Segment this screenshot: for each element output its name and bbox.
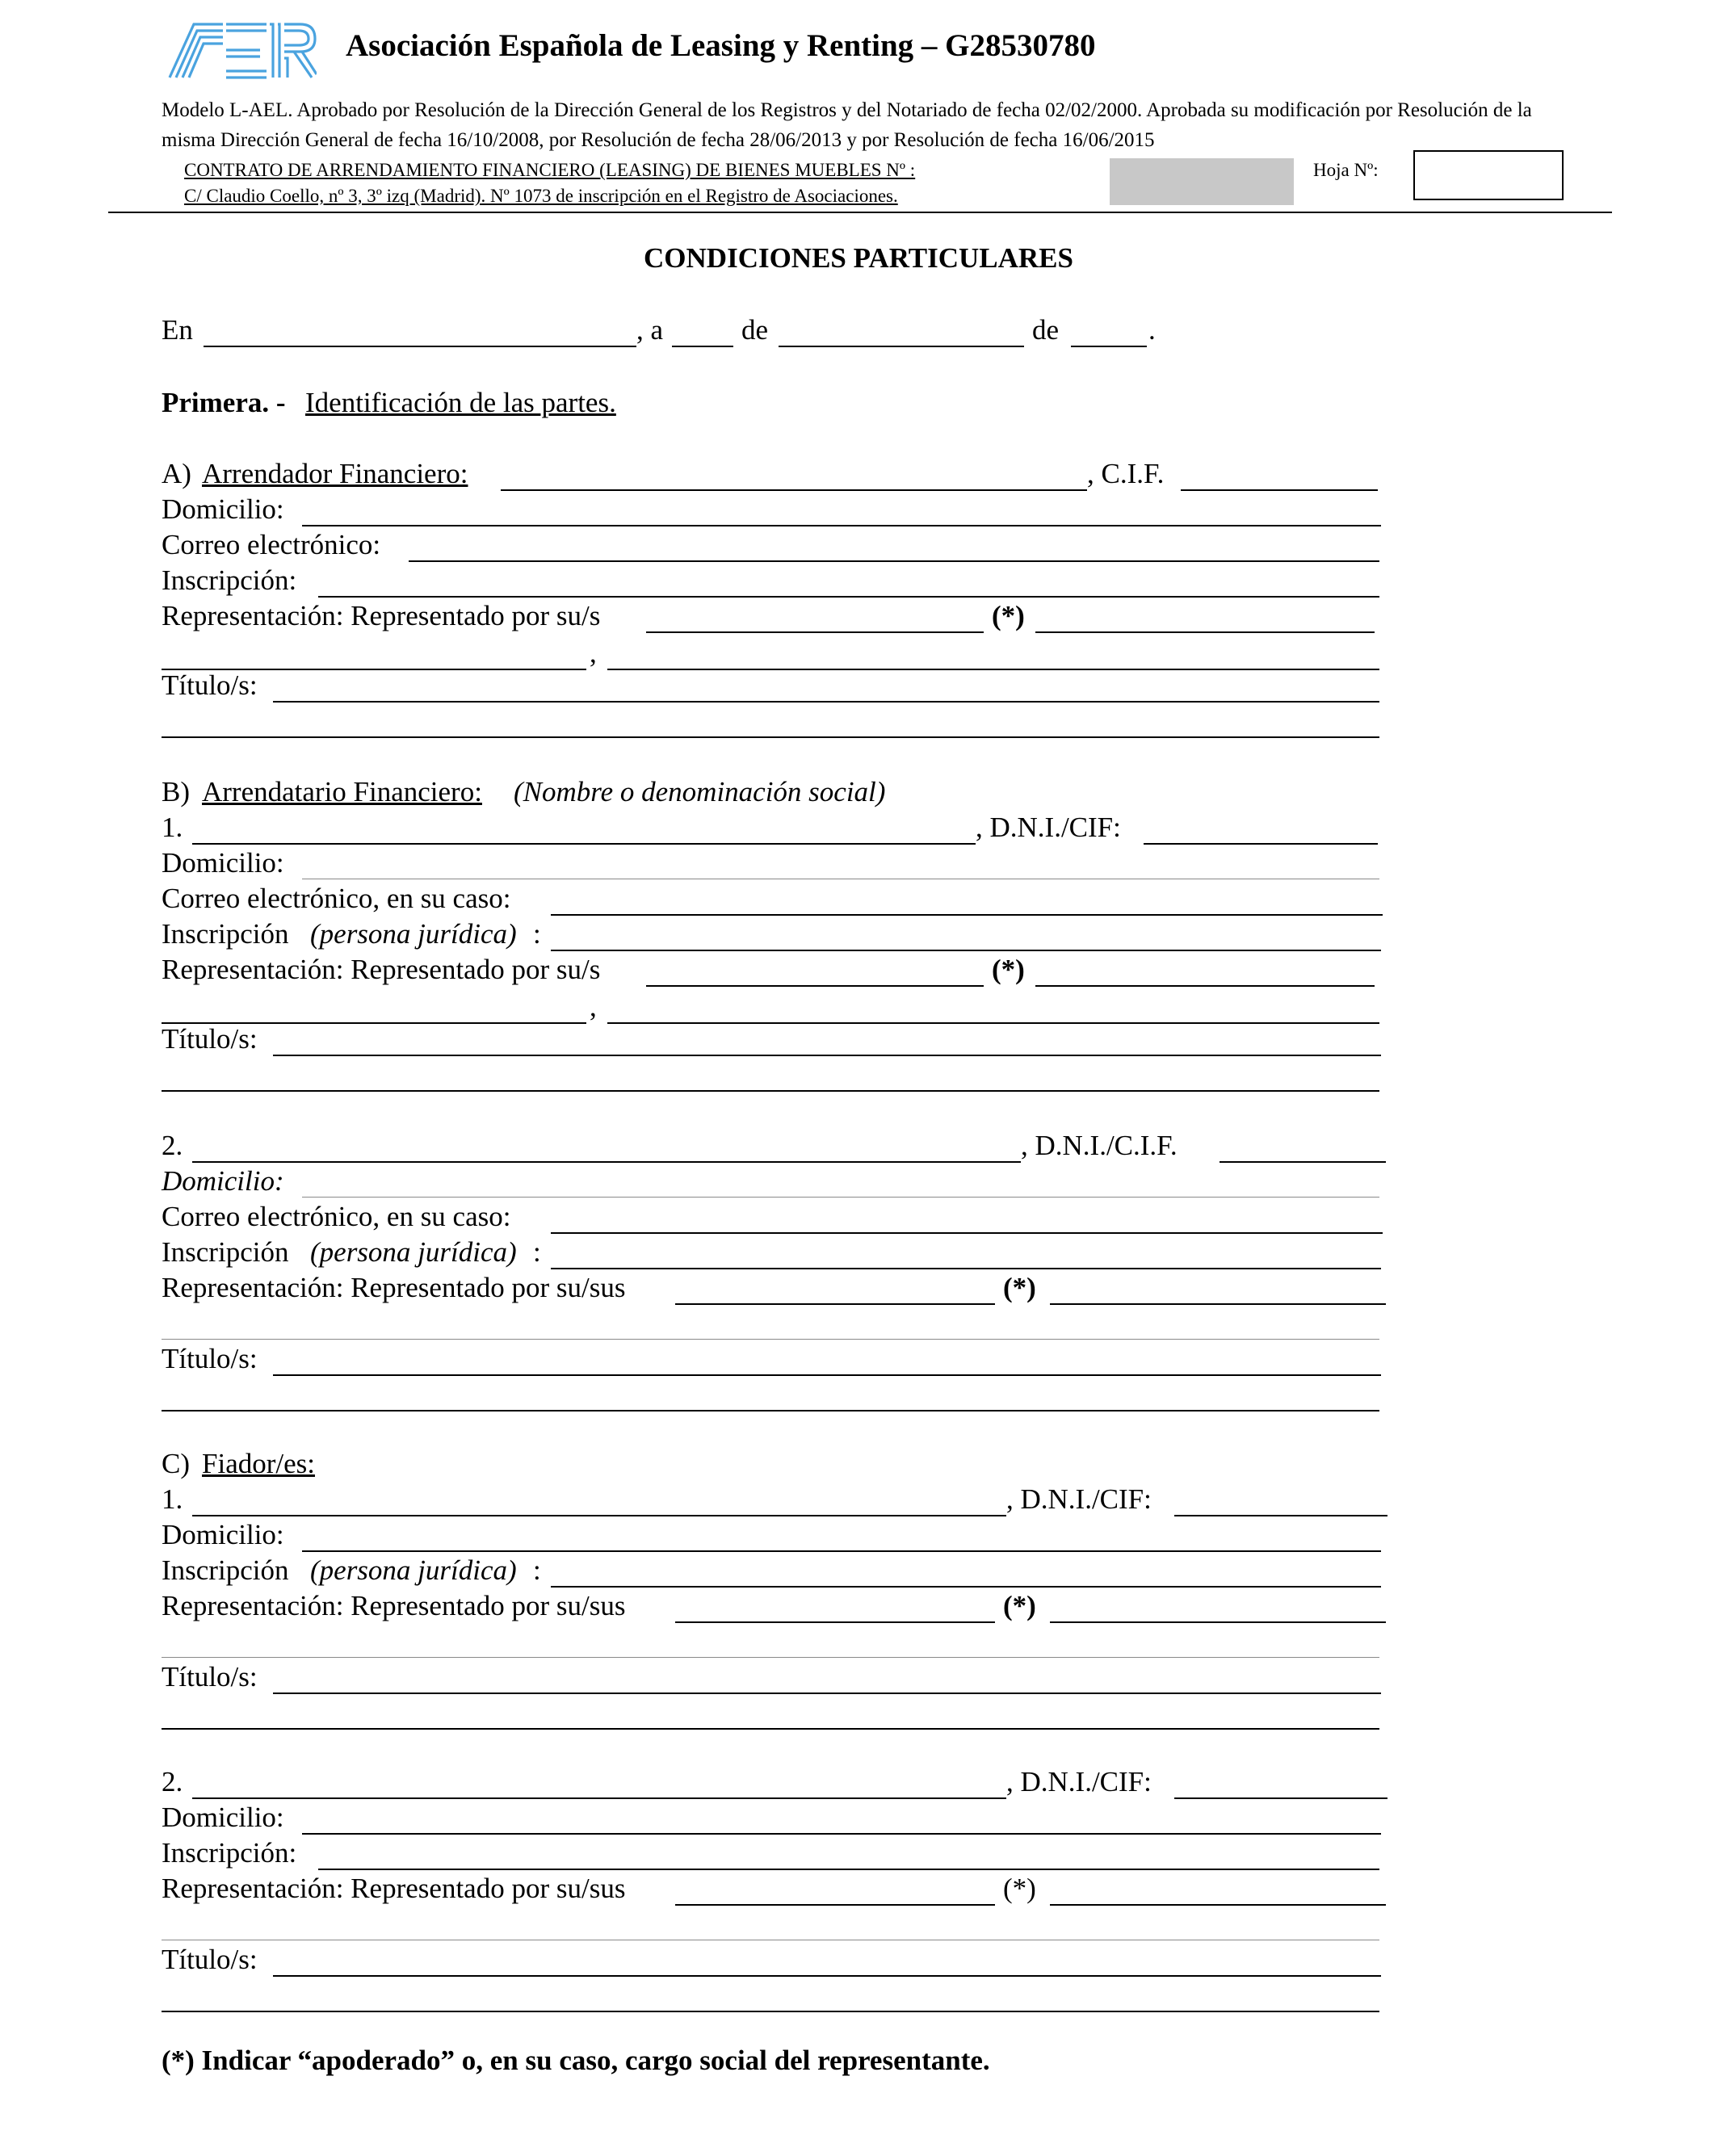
dni-cif-label: , D.N.I./CIF: [976, 812, 1121, 843]
domicilio-label: Domicilio: [162, 1519, 284, 1550]
representacion-label: Representación: Representado por su/s [162, 600, 601, 631]
domicilio-label: Domicilio: [162, 847, 284, 879]
guarantor-2-registration-field[interactable] [318, 1836, 1379, 1870]
asterisk-mark: (*) [1003, 1590, 1036, 1621]
sheet-number-field[interactable] [1413, 150, 1564, 200]
representacion-label: Representación: Representado por su/s [162, 954, 601, 985]
guarantor-1-representative-role-field[interactable] [1050, 1589, 1386, 1623]
lessor-title-field[interactable] [273, 669, 1379, 703]
colon: : [533, 1554, 541, 1586]
lessor-representative-field[interactable] [646, 599, 984, 633]
dni-cif-label: , D.N.I./CIF: [1006, 1483, 1152, 1515]
lessor-registration-field[interactable] [318, 564, 1379, 598]
guarantor-1-title-field[interactable] [273, 1660, 1381, 1694]
guarantor-2-representative-role-field[interactable] [1050, 1872, 1386, 1906]
day-field[interactable] [672, 313, 733, 347]
lessee-2-address-field[interactable] [302, 1164, 1379, 1198]
primera-text: Identificación de las partes. [305, 387, 616, 418]
titulo-label: Título/s: [162, 1944, 258, 1975]
asterisk-mark: (*) [992, 600, 1025, 631]
lessor-email-field[interactable] [409, 528, 1379, 562]
organization-name: Asociación Española de Leasing y Renting – G28530780 [346, 28, 1096, 63]
lessor-address-field[interactable] [302, 493, 1381, 526]
lessee-2-representative-role-field[interactable] [1050, 1271, 1386, 1305]
header-divider [108, 212, 1612, 213]
persona-juridica-note: (persona jurídica) [310, 1554, 517, 1586]
titulo-label: Título/s: [162, 1661, 258, 1693]
date-en-label: En [162, 314, 193, 346]
lessor-name-field[interactable] [501, 457, 1087, 491]
representacion-sus-label: Representación: Representado por su/sus [162, 1873, 626, 1904]
section-a-prefix: A) [162, 458, 191, 489]
date-end-period: . [1148, 314, 1156, 346]
guarantor-1-dni-field[interactable] [1174, 1483, 1387, 1516]
primera-label: Primera. - [162, 387, 286, 418]
model-approval-text: Modelo L-AEL. Aprobado por Resolución de la Dirección General de los Registros y del Notariado de fecha 02/02/2000. Aprobada su modificación por Resolución de la misma Dirección General de fecha 16/10/2008, por Resolución de fecha 28/06/2013 y por Resolución de fecha 16/06/2015 [162, 99, 1532, 151]
lessee-1-email-field[interactable] [551, 882, 1383, 916]
titulo-label: Título/s: [162, 1023, 258, 1055]
inscripcion-word: Inscripción [162, 918, 289, 950]
colon: : [533, 918, 541, 950]
association-address: C/ Claudio Coello, nº 3, 3º izq (Madrid). Nº 1073 de inscripción en el Registro de Asociaciones. [184, 186, 898, 206]
lessee-2-dni-field[interactable] [1220, 1129, 1386, 1163]
lessee-1-representative-role-field[interactable] [1035, 953, 1375, 987]
titulo-label: Título/s: [162, 1343, 258, 1374]
colon: : [533, 1236, 541, 1268]
guarantor-2-dni-field[interactable] [1174, 1765, 1387, 1799]
guarantor-1-address-field[interactable] [302, 1518, 1381, 1552]
section-b-note: (Nombre o denominación social) [514, 776, 886, 807]
date-de-label-1: de [741, 314, 769, 346]
contract-number-label: CONTRATO DE ARRENDAMIENTO FINANCIERO (LEASING) DE BIENES MUEBLES Nº : [184, 160, 916, 180]
inscripcion-word: Inscripción [162, 1554, 289, 1586]
asterisk-mark: (*) [992, 954, 1025, 985]
guarantor-1-name-field[interactable] [192, 1483, 1006, 1516]
inscripcion-word: Inscripción [162, 1236, 289, 1268]
guarantor-2-title-field[interactable] [273, 1943, 1381, 1977]
inscripcion-label: Inscripción: [162, 564, 297, 596]
sheet-number-label: Hoja Nº: [1313, 160, 1379, 180]
dni-cif-label: , D.N.I./CIF: [1006, 1766, 1152, 1797]
guarantor-2-representative-field[interactable] [675, 1872, 995, 1906]
section-a-label: Arrendador Financiero: [202, 458, 468, 489]
lessee-2-email-field[interactable] [551, 1200, 1383, 1234]
lessor-representative-extra-field[interactable] [162, 636, 586, 670]
titulo-label: Título/s: [162, 669, 258, 701]
place-field[interactable] [204, 313, 636, 347]
lessee-1-registration-field[interactable] [551, 917, 1381, 951]
representacion-sus-label: Representación: Representado por su/sus [162, 1272, 626, 1303]
inscripcion-label: Inscripción: [162, 1837, 297, 1869]
guarantor-1-representative-extra-field[interactable] [162, 1625, 1379, 1658]
section-b-prefix: B) [162, 776, 190, 807]
persona-juridica-note: (persona jurídica) [310, 918, 517, 950]
number-1-label: 1. [162, 812, 183, 843]
lessee-1-title-field[interactable] [273, 1022, 1381, 1056]
guarantor-1-title-extra-field[interactable] [162, 1696, 1379, 1730]
lessor-title-extra-field[interactable] [162, 704, 1379, 738]
domicilio-italic-label: Domicilio: [162, 1165, 284, 1197]
lessee-1-representative-extra-field-2[interactable] [607, 990, 1379, 1024]
lessee-1-representative-extra-field[interactable] [162, 990, 586, 1024]
lessee-1-address-field[interactable] [302, 846, 1379, 879]
persona-juridica-note: (persona jurídica) [310, 1236, 517, 1268]
representacion-sus-label: Representación: Representado por su/sus [162, 1590, 626, 1621]
asterisk-mark: (*) [1003, 1272, 1036, 1303]
lessee-1-dni-field[interactable] [1144, 811, 1378, 845]
lessee-1-representative-field[interactable] [646, 953, 984, 987]
guarantor-1-representative-field[interactable] [675, 1589, 995, 1623]
lessee-2-title-extra-field[interactable] [162, 1378, 1379, 1411]
section-c-prefix: C) [162, 1448, 190, 1479]
dni-cif-dots-label: , D.N.I./C.I.F. [1021, 1130, 1178, 1161]
page-title: CONDICIONES PARTICULARES [644, 242, 1073, 274]
domicilio-label: Domicilio: [162, 1802, 284, 1833]
correo-caso-label: Correo electrónico, en su caso: [162, 1201, 511, 1232]
lessee-1-name-field[interactable] [192, 811, 976, 845]
date-a-label: , a [636, 314, 664, 346]
comma: , [590, 637, 597, 669]
section-c-label: Fiador/es: [202, 1448, 315, 1479]
guarantor-1-registration-field[interactable] [551, 1554, 1381, 1588]
lessee-2-title-field[interactable] [273, 1342, 1381, 1376]
asterisk-mark: (*) [1003, 1873, 1036, 1904]
lessee-2-representative-field[interactable] [675, 1271, 995, 1305]
date-de-label-2: de [1032, 314, 1060, 346]
year-field[interactable] [1071, 313, 1147, 347]
month-field[interactable] [779, 313, 1024, 347]
lessee-1-title-extra-field[interactable] [162, 1058, 1379, 1092]
lessor-representative-extra-field-2[interactable] [607, 636, 1379, 670]
correo-caso-label: Correo electrónico, en su caso: [162, 883, 511, 914]
lessee-2-registration-field[interactable] [551, 1235, 1381, 1269]
lessee-2-name-field[interactable] [192, 1129, 1021, 1163]
section-b-label: Arrendatario Financiero: [202, 776, 482, 807]
lessor-cif-field[interactable] [1181, 457, 1378, 491]
lessor-representative-role-field[interactable] [1035, 599, 1375, 633]
lessee-2-representative-extra-field[interactable] [162, 1307, 1379, 1340]
number-2-label: 2. [162, 1766, 183, 1797]
guarantor-2-name-field[interactable] [192, 1765, 1006, 1799]
aelr-logo [166, 21, 317, 81]
number-2-label: 2. [162, 1130, 183, 1161]
correo-label: Correo electrónico: [162, 529, 381, 560]
comma: , [590, 991, 597, 1022]
guarantor-2-representative-extra-field[interactable] [162, 1907, 1379, 1940]
guarantor-2-address-field[interactable] [302, 1801, 1381, 1835]
guarantor-2-title-extra-field[interactable] [162, 1978, 1379, 2012]
cif-label: , C.I.F. [1087, 458, 1165, 489]
number-1-label: 1. [162, 1483, 183, 1515]
contract-number-field[interactable] [1110, 158, 1294, 205]
representative-footnote: (*) Indicar “apoderado” o, en su caso, cargo social del representante. [162, 2045, 990, 2076]
domicilio-label: Domicilio: [162, 493, 284, 525]
